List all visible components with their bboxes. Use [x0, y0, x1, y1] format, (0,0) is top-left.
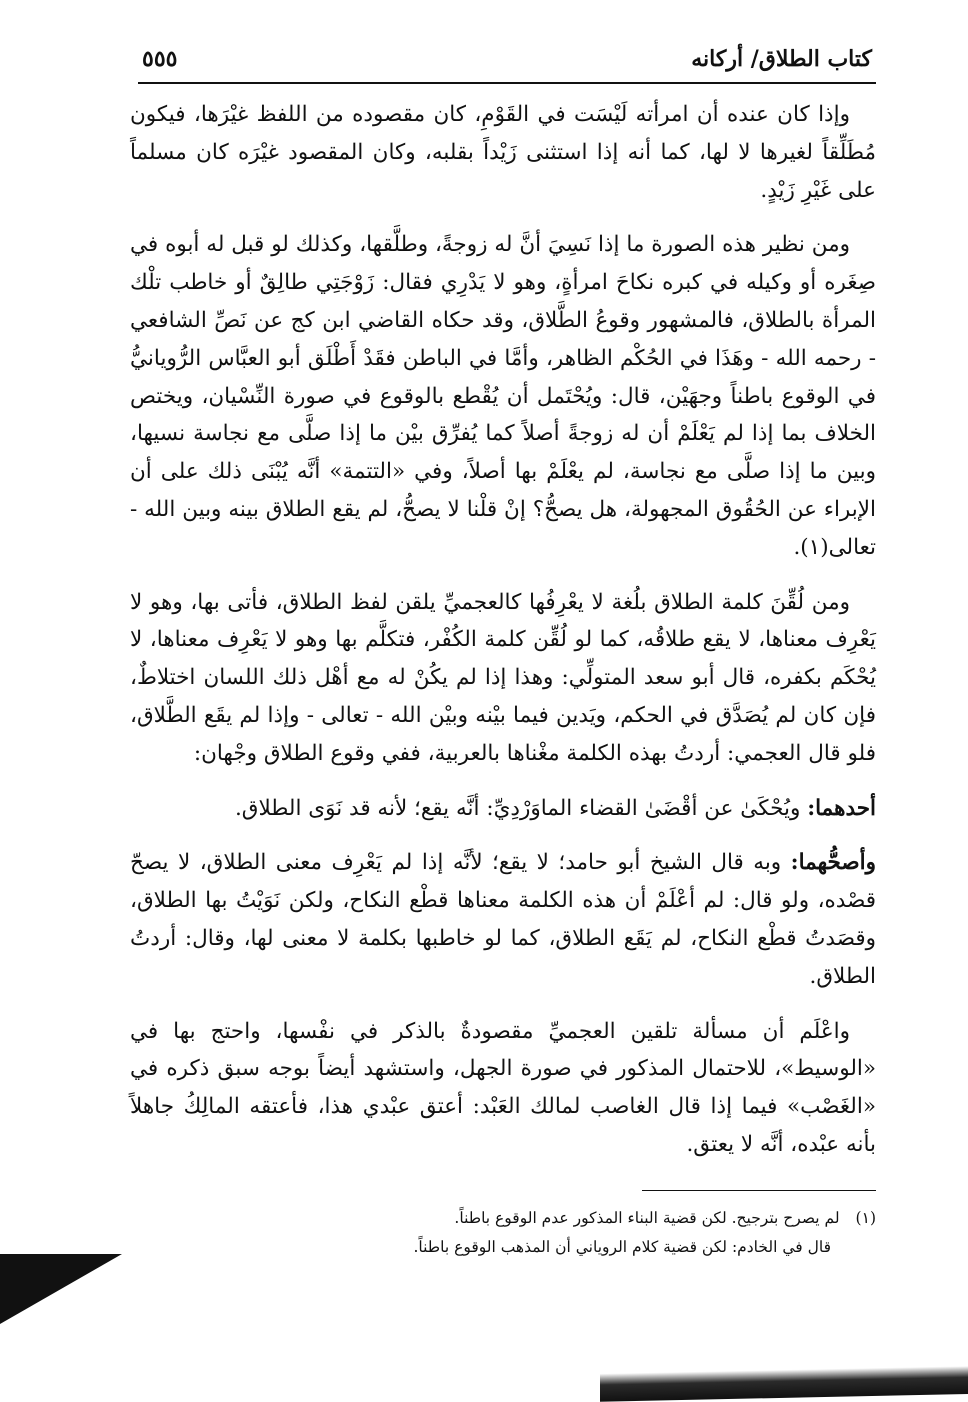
footnote-divider: [642, 1190, 876, 1191]
opinion-text: ويُحْكَىٰ عن أقْضَىٰ القضاء الماوَرْدِيِّ: أنَّه يقع؛ لأنه قد نَوَى الطلاق.: [234, 795, 801, 821]
scan-edge-shadow: [600, 1366, 968, 1402]
second-opinion: [130, 844, 876, 995]
scan-corner-mark: [0, 1254, 122, 1324]
paragraph: ومن لُقِّنَ كلمة الطلاق بلُغة لا يعْرِفُها كالعجميِّ يلقن لفظ الطلاق، فأتى بها، وهو لا يَعْرِف معناها، لا يقع طلاقُه، كما لو لُقِّن كلمة الكُفْر، فتكلَّم بها وهو لا يَعْرِف معناها، لا يُحْكَم بكفره، قال أبو سعد المتولِّي: وهذا إذا لم يكُنْ له مع أهْل ذلك اللسان اختلاطٌ، فإن كان لم يُصَدَّق في الحكم، ويَدين فيما بيْنه وبيْن الله - تعالى - وإذا لم يقَع الطَّلاق، فلو قال العجمي: أردتُ بهذه الكلمة مغْناها بالعربية، ففي وقوع الطلاق وجْهان:: [130, 589, 876, 766]
running-title: كتاب الطلاق/ أركانه: [691, 46, 872, 72]
opinion-text: وبه قال الشيخ أبو حامد؛ لا يقع؛ لأنَّه إذا لم يَعْرِف معنى الطلاق، لا يصحّ قصْده، ولو قال: لم أعْلَمْ أن هذه الكلمة معناها قطْع النكاح، ولكن نَوَيْتُ بها الطلاق، وقصَدتُ قطْع النكاح، لم يَقَع الطلاق، كما لو خاطبها بكلمة لا معنى لها، وقال: أردتُ الطلاق.: [130, 850, 876, 989]
paragraph: واعْلَم أن مسألة تلقين العجميِّ مقصودةٌ بالذكر في نفْسها، واحتج بها في «الوسيط»، للاحتمال المذكور في صورة الجهل، واستشهد أيضاً بوجه سبق ذكره في «الغَصْب» فيما إذا قال الغاصب لمالك العَبْد: أعتق عبْدي هذا، فأعتقه المالِكُ جاهلاً بأنه عبْده، أنَّه لا يعتق.: [130, 1018, 876, 1157]
paragraph: وإذا كان عنده أن امرأته لَيْسَت في القَوْمِ، كان مقصوده من اللفظ غيْرَها، فيكون مُطَلِّقاً لغيرها لا لها، كما أنه إذا استثنى زَيْداً بقلبه، وكان المقصود غيْرَه كان مسلماً على غَيْرِ زَيْدٍ.: [130, 102, 876, 203]
opinion-label: أحدهما:: [807, 795, 876, 821]
page-number: ٥٥٥: [142, 46, 178, 72]
footnote-line: [330, 1233, 876, 1262]
footnote-line: [330, 1204, 876, 1233]
footnotes: [330, 1204, 876, 1262]
footnote-text: قال في الخادم: لكن قضية كلام الروياني أن المذهب الوقوع باطناً.: [413, 1238, 831, 1256]
footnote-marker: (١): [855, 1209, 876, 1227]
main-text: [130, 96, 876, 1181]
paragraph: ومن نظير هذه الصورة ما إذا نَسِيَ أنَّ له زوجةً، وطلَّقها، وكذلك لو قبل له أبوه في صِغَره أو وكيله في كبره نكاحَ امرأةٍ، وهو لا يَدْرِي فقال: زَوْجَتِي طالِقٌ أو خاطب تلْك المرأة بالطلاق، فالمشهور وقوعُ الطَّلاق، وقد حكاه القاضي ابن كج عن نَصِّ الشافعي - رحمه الله - وهَذَا في الحُكْم الظاهر، وأمَّا في الباطن فقَدْ أَطْلَق أبو العبَّاس الرُّويانيُّ في الوقوع باطناً وجهَيْن، قال: ويُحْتَمل أن يُقْطع بالوقوع في صورة النِّسْيان، ويختص الخلاف بما إذا لم يَعْلَمْ أن له زوجةً أصلاً كما يُفرِّق بيْن ما إذا صلَّى مع نجاسة نسيها، وبين ما إذا صلَّى مع نجاسة، لم يعْلَمْ بها أصلاً، وفي «التتمة» أنَّه يُبْنَى ذلك على أن الإبراء عن الحُقُوق المجهولة، هل يصحُّ؟ إنْ قلْنا لا يصحُّ، لم يقع الطلاق بينه وبين الله - تعالى(١).: [130, 232, 876, 560]
page-header: [138, 40, 876, 84]
opinion-label: وأصحُّهما:: [790, 850, 876, 876]
footnote-text: لم يصرح بترجيح. لكن قضية البناء المذكور عدم الوقوع باطناً.: [454, 1209, 840, 1227]
first-opinion: [130, 790, 876, 828]
